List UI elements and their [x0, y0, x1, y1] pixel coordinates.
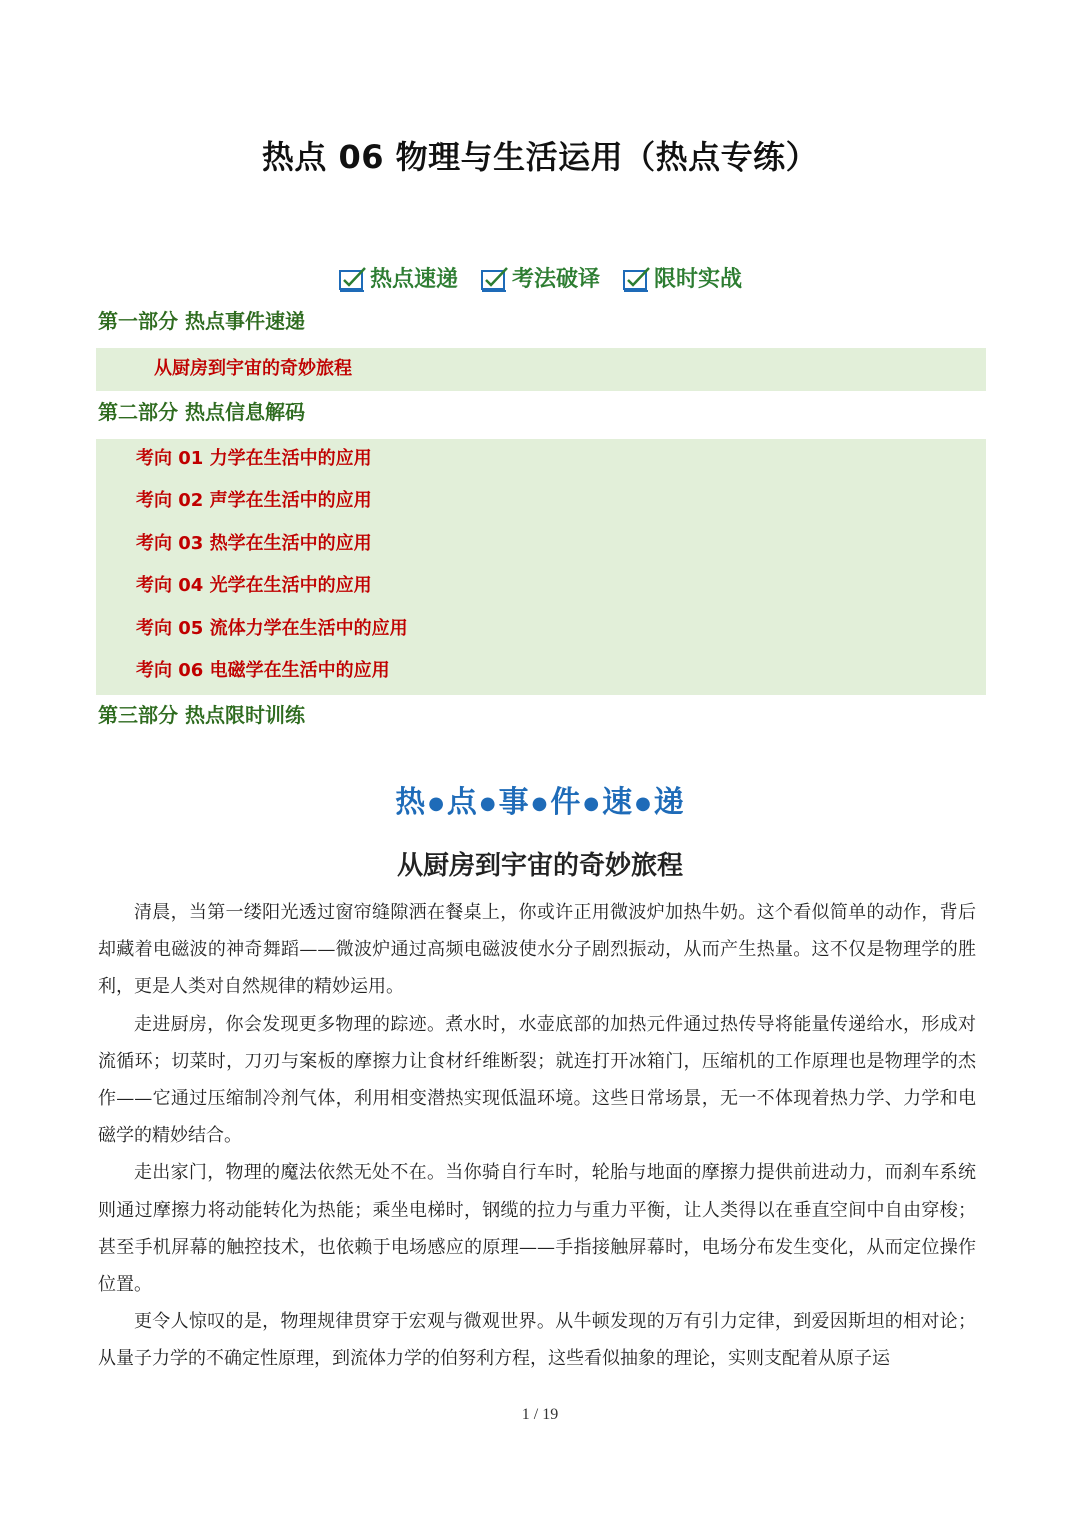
- toc-item[interactable]: 考向 05 流体力学在生活中的应用: [136, 618, 408, 639]
- badge-method-decode: [480, 262, 600, 293]
- document-title: 热点 06 物理与生活运用（热点专练）: [261, 138, 819, 176]
- banner-char: 事: [498, 785, 530, 820]
- banner-dot: ●: [531, 793, 549, 814]
- banner-char: 递: [653, 785, 685, 820]
- page-number: 1 / 19: [521, 1406, 559, 1423]
- toc-item[interactable]: 考向 06 电磁学在生活中的应用: [136, 660, 390, 681]
- article-paragraph: 更令人惊叹的是，物理规律贯穿于宏观与微观世界。从牛顿发现的万有引力定律，到爱因斯坦的相对论；从量子力学的不确定性原理，到流体力学的伯努利方程，这些看似抽象的理论，实则支配着从原子运: [98, 1311, 976, 1370]
- banner-char: 件: [550, 785, 582, 820]
- toc-part2-box: [96, 439, 986, 695]
- part2-heading: 第二部分 热点信息解码: [98, 400, 305, 424]
- banner-dot: ●: [479, 793, 497, 814]
- article-paragraph: 走出家门，物理的魔法依然无处不在。当你骑自行车时，轮胎与地面的摩擦力提供前进动力，而刹车系统则通过摩擦力将动能转化为热能；乘坐电梯时，钢缆的拉力与重力平衡，让人类得以在垂直空间中自由穿梭；甚至手机屏幕的触控技术，也依赖于电场感应的原理——手指接触屏幕时，电场分布发生变化，从而定位操作位置。: [98, 1162, 976, 1296]
- toc-item[interactable]: 考向 03 热学在生活中的应用: [136, 533, 372, 554]
- part3-heading: 第三部分 热点限时训练: [98, 703, 305, 727]
- toc-item[interactable]: 考向 01 力学在生活中的应用: [136, 448, 372, 469]
- article-paragraph: 走进厨房，你会发现更多物理的踪迹。煮水时，水壶底部的加热元件通过热传导将能量传递给水，形成对流循环；切菜时，刀刃与案板的摩擦力让食材纤维断裂；就连打开冰箱门，压缩机的工作原理也是物理学的杰作——它通过压缩制冷剂气体，利用相变潜热实现低温环境。这些日常场景，无一不体现着热力学、力学和电磁学的精妙结合。: [98, 1013, 976, 1147]
- article-body: [98, 894, 976, 1378]
- checklist-icon: [622, 265, 652, 293]
- checklist-icon: [338, 265, 368, 293]
- part1-heading: 第一部分 热点事件速递: [98, 309, 305, 333]
- banner-char: 点: [446, 785, 478, 820]
- banner-dot: ●: [635, 793, 652, 814]
- toc-item[interactable]: 考向 04 光学在生活中的应用: [136, 575, 372, 596]
- toc-item[interactable]: 考向 02 声学在生活中的应用: [136, 490, 372, 511]
- article-paragraph: 清晨，当第一缕阳光透过窗帘缝隙洒在餐桌上，你或许正用微波炉加热牛奶。这个看似简单的动作，背后却藏着电磁波的神奇舞蹈——微波炉通过高频电磁波使水分子剧烈振动，从而产生热量。这不仅是物理学的胜利，更是人类对自然规律的精妙运用。: [98, 902, 976, 998]
- toc-part1-box: [96, 348, 986, 391]
- banner-char: 速: [602, 785, 634, 820]
- toc-item[interactable]: 从厨房到宇宙的奇妙旅程: [154, 358, 352, 379]
- badge-label: 热点速递: [369, 267, 458, 292]
- article-title: 从厨房到宇宙的奇妙旅程: [396, 851, 683, 881]
- badge-label: 考法破译: [511, 267, 600, 292]
- badge-hot-express: [338, 262, 458, 293]
- banner-char: 热: [395, 785, 427, 820]
- checklist-icon: [480, 265, 510, 293]
- badge-row: [0, 262, 1080, 293]
- banner-dot: ●: [583, 793, 601, 814]
- badge-timed-practice: [622, 262, 742, 293]
- badge-label: 限时实战: [654, 267, 743, 292]
- section-banner: [0, 777, 1080, 821]
- banner-dot: ●: [428, 793, 445, 814]
